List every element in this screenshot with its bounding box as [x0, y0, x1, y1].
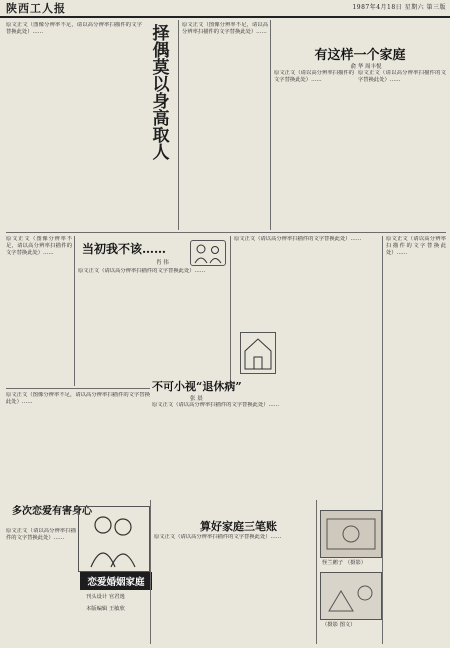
- column-divider: [74, 236, 75, 386]
- regret-author: 肖 伟: [156, 260, 169, 266]
- column-divider: [382, 236, 383, 644]
- section-rule: [6, 388, 150, 389]
- family-headline: 有这样一个家庭: [314, 48, 406, 63]
- retire-byline: 张 晨: [190, 396, 203, 402]
- family-byline: 俞 华 周丰悦: [350, 64, 382, 70]
- photo-right: [320, 572, 382, 620]
- masthead-rule: [0, 16, 450, 18]
- editor-credit: 本版编辑 王敏欣: [86, 606, 125, 612]
- photo-left-caption: 怪兰鹅子 （摄影）: [322, 560, 367, 566]
- middle-right-text: 原文正文（请以高分辨率扫描件的文字替换此处）……: [234, 236, 362, 242]
- banner-line-1: 择偶莫以: [148, 24, 169, 92]
- col4-article-text: 原文正文（请以高分辨率扫描件的文字替换此处）……: [386, 236, 446, 257]
- col1-article-text: 原文正文（图像分辨率不足，请以高分辨率扫描件的文字替换此处）……: [6, 22, 142, 36]
- love-headline: 多次恋爱有害身心: [12, 506, 92, 517]
- photo-left: [320, 510, 382, 558]
- vertical-banner-headline: [140, 24, 176, 196]
- regret-illustration: [190, 240, 226, 266]
- banner-line-2: 身高取人: [148, 92, 169, 160]
- regret-headline: 当初我不该……: [82, 242, 167, 256]
- regret-text: 原文正文（请以高分辨率扫描件的文字替换此处）……: [78, 268, 206, 274]
- couple-illustration-icon: [79, 507, 149, 571]
- cartoon-icon: [321, 573, 381, 619]
- col2-article-text: 原文正文（图像分辨率不足，请以高分辨率扫描件的文字替换此处）……: [182, 22, 268, 36]
- issue-date-line: 1987年4月18日 星期六 第三版: [352, 4, 446, 11]
- left-lower-text: 原文正文（图像分辨率不足，请以高分辨率扫描件的文字替换此处）……: [6, 392, 150, 406]
- left-sidebar-text: 原文正文（图像分辨率不足，请以高分辨率扫描件的文字替换此处）……: [6, 236, 72, 257]
- column-divider: [230, 236, 231, 386]
- family-text-left: 原文正文（请以高分辨率扫描件的文字替换此处）……: [274, 70, 354, 84]
- love-banner-art: [78, 506, 150, 572]
- family-text-right: 原文正文（请以高分辨率扫描件的文字替换此处）……: [358, 70, 446, 84]
- column-divider: [316, 500, 317, 644]
- photo-icon: [321, 511, 381, 557]
- retire-text: 原文正文（请以高分辨率扫描件的文字替换此处）……: [152, 402, 280, 408]
- house-icon: [241, 333, 275, 373]
- ledger-text: 原文正文（请以高分辨率扫描件的文字替换此处）……: [154, 534, 282, 540]
- love-banner-title: 恋爱婚姻家庭: [80, 572, 152, 590]
- sketch-illustration-icon: [191, 241, 225, 265]
- column-divider: [178, 20, 179, 230]
- retire-headline: 不可小视“退休病”: [152, 380, 242, 393]
- ledger-headline: 算好家庭三笔账: [200, 520, 277, 533]
- love-text: 原文正文（请以高分辨率扫描件的文字替换此处）……: [6, 528, 76, 542]
- column-divider: [150, 500, 151, 644]
- section-rule: [6, 232, 446, 233]
- editor-design-credit: 刊头设计 官君逸: [86, 594, 125, 600]
- small-illustration: [240, 332, 276, 374]
- photo-right-caption: （摄影 图文）: [322, 622, 356, 628]
- masthead-logo: 陕西工人报: [6, 2, 66, 15]
- column-divider: [270, 20, 271, 230]
